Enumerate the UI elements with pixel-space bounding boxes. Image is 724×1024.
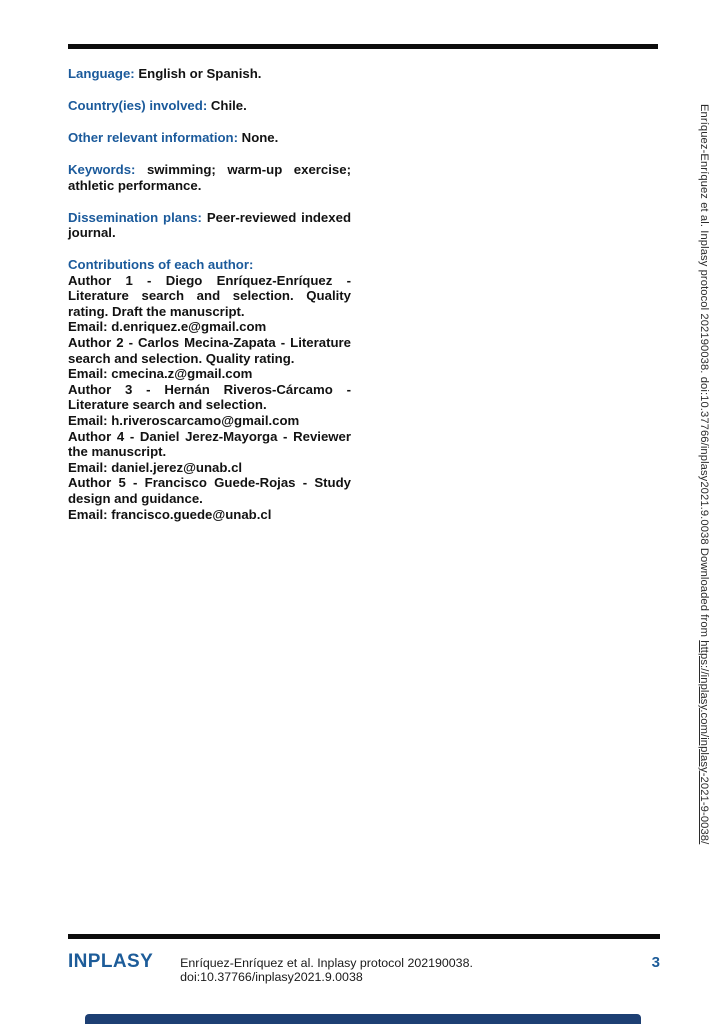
author-4-contribution: Author 4 - Daniel Jerez-Mayorga - Reviewer the manuscript. xyxy=(68,428,351,460)
field-value: English or Spanish. xyxy=(138,66,262,81)
contributions-section xyxy=(68,257,351,522)
sidebar-protocol-link[interactable]: https://inplasy.com/inplasy-2021-9-0038/ xyxy=(698,640,710,845)
field-language xyxy=(68,66,351,82)
field-value: Chile. xyxy=(210,97,247,113)
field-label: Other relevant information: xyxy=(68,129,238,145)
field-dissemination xyxy=(68,210,351,241)
author-5-email: Email: francisco.guede@unab.cl xyxy=(68,506,272,522)
footer xyxy=(68,951,660,984)
field-value: Peer-reviewed indexed journal. xyxy=(68,209,351,241)
field-label: Dissemination plans: xyxy=(68,209,202,225)
author-4-email: Email: daniel.jerez@unab.cl xyxy=(68,459,243,475)
author-1-email: Email: d.enriquez.e@gmail.com xyxy=(68,319,267,335)
author-3-contribution: Author 3 - Hernán Riveros-Cárcamo - Literature search and selection. xyxy=(68,381,351,413)
contributions-heading: Contributions of each author: xyxy=(68,257,254,273)
page-number: 3 xyxy=(651,954,660,971)
author-1-contribution: Author 1 - Diego Enríquez-Enríquez - Literature search and selection. Quality rating. Draft the manuscript. xyxy=(68,272,351,319)
footer-horizontal-rule xyxy=(68,934,660,939)
author-3-email: Email: h.riveroscarcamo@gmail.com xyxy=(68,413,300,429)
footer-citation: Enríquez-Enríquez et al. Inplasy protocol 202190038. doi:10.37766/inplasy2021.9.0038 xyxy=(180,956,473,984)
field-value: None. xyxy=(241,129,279,145)
field-keywords xyxy=(68,162,351,193)
top-horizontal-rule xyxy=(68,44,658,49)
field-countries xyxy=(68,98,351,114)
author-5-contribution: Author 5 - Francisco Guede-Rojas - Study design and guidance. xyxy=(68,475,351,507)
field-other-info xyxy=(68,130,351,146)
field-label: Language: xyxy=(68,66,135,81)
field-label: Country(ies) involved: xyxy=(68,97,208,113)
author-2-contribution: Author 2 - Carlos Mecina-Zapata - Literature search and selection. Quality rating. xyxy=(68,335,351,366)
sidebar-citation-text: Enríquez-Enríquez et al. Inplasy protocol 202190038. doi:10.37766/inplasy2021.9.0038 Downloaded from xyxy=(698,104,710,641)
bottom-navy-bar xyxy=(85,1014,641,1024)
field-label: Keywords: xyxy=(68,161,136,177)
author-2-email: Email: cmecina.z@gmail.com xyxy=(68,366,253,382)
inplasy-logo: INPLASY xyxy=(68,951,154,972)
field-value: swimming; warm-up exercise; athletic performance. xyxy=(68,161,351,193)
main-text-column xyxy=(68,66,351,522)
sidebar-vertical-citation xyxy=(695,104,710,912)
